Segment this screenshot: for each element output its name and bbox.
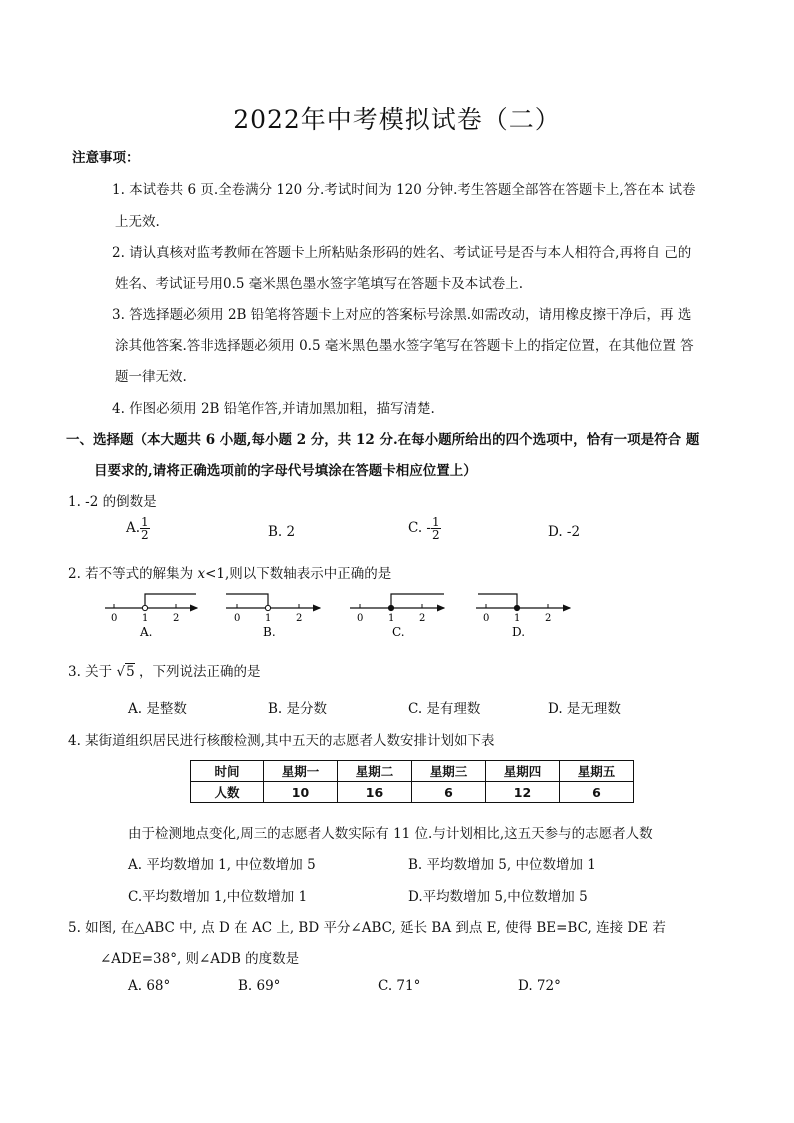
- table-cell: 星期一: [264, 761, 338, 782]
- q3-option-d: D. 是无理数: [548, 701, 621, 717]
- number-line-a: [105, 594, 197, 639]
- q1-option-c: C. - $\frac{1}{2}$: [408, 515, 440, 542]
- page-title: 2022年中考模拟试卷（二）: [233, 105, 561, 134]
- question-3-stem: 3. 关于 √5 ，下列说法正确的是: [68, 664, 261, 680]
- number-line-c: [350, 594, 444, 639]
- q5-option-a: A. 68°: [128, 978, 171, 994]
- table-cell: 时间: [191, 761, 264, 782]
- number-line-d: [476, 594, 570, 639]
- notice-line: 4. 作图必须用 2B 铅笔作答,并请加黑加粗，描写清楚.: [112, 401, 435, 417]
- option-label: A.: [140, 625, 153, 639]
- notice-line: 上无效.: [115, 214, 160, 230]
- volunteer-plan-table: [190, 760, 634, 803]
- q3-option-c: C. 是有理数: [408, 701, 481, 717]
- q4-option-d: D.平均数增加 5,中位数增加 5: [408, 889, 588, 905]
- q1-option-a: A. $\frac{1}{2}$: [126, 515, 149, 542]
- table-cell: 星期二: [338, 761, 412, 782]
- tick-label: 2: [173, 613, 180, 624]
- section-heading-cont: 目要求的,请将正确选项前的字母代号填涂在答题卡相应位置上）: [94, 463, 477, 479]
- tick-label: 2: [545, 613, 552, 624]
- table-cell: 星期四: [486, 761, 560, 782]
- table-cell: 12: [486, 782, 560, 803]
- q4-option-a: A. 平均数增加 1, 中位数增加 5: [128, 857, 316, 873]
- table-cell: 16: [338, 782, 412, 803]
- q5-option-d: D. 72°: [518, 978, 561, 994]
- table-cell: 人数: [191, 782, 264, 803]
- option-label: D.: [512, 625, 526, 639]
- tick-label: 0: [483, 613, 490, 624]
- number-line-b: [226, 594, 320, 639]
- tick-label: 0: [111, 613, 118, 624]
- q1-option-d: D. -2: [548, 524, 581, 540]
- question-4-stem: 4. 某街道组织居民进行核酸检测,其中五天的志愿者人数安排计划如下表: [68, 733, 495, 749]
- tick-label: 1: [265, 613, 272, 624]
- tick-label: 2: [296, 613, 303, 624]
- notice-line: 题一律无效.: [115, 369, 187, 385]
- number-line-options: [100, 588, 580, 640]
- tick-label: 2: [419, 613, 426, 624]
- q3-option-b: B. 是分数: [268, 701, 328, 717]
- tick-label: 0: [234, 613, 241, 624]
- table-row: [191, 761, 634, 782]
- tick-label: 1: [514, 613, 521, 624]
- option-label: B.: [263, 625, 276, 639]
- question-2-stem: 2. 若不等式的解集为 x<1,则以下数轴表示中正确的是: [68, 566, 392, 582]
- q5-option-c: C. 71°: [378, 978, 421, 994]
- notice-line: 1. 本试卷共 6 页.全卷满分 120 分.考试时间为 120 分钟.考生答题全部答在答题卡上,答在本 试卷: [112, 182, 696, 198]
- question-5-stem-cont: ∠ADE=38°, 则∠ADB 的度数是: [100, 951, 300, 967]
- question-1-stem: 1. -2 的倒数是: [68, 494, 157, 510]
- table-cell: 6: [560, 782, 634, 803]
- question-5-stem: 5. 如图, 在△ABC 中, 点 D 在 AC 上, BD 平分∠ABC, 延长 BA 到点 E, 使得 BE=BC, 连接 DE 若: [68, 920, 666, 936]
- notice-line: 3. 答选择题必须用 2B 铅笔将答题卡上对应的答案标号涂黑.如需改动，请用橡皮擦干净后，再 选: [112, 307, 692, 323]
- sqrt-symbol: √5: [116, 664, 135, 680]
- q4-option-b: B. 平均数增加 5, 中位数增加 1: [408, 857, 596, 873]
- tick-label: 0: [357, 613, 364, 624]
- notice-line: 涂其他答案.答非选择题必须用 0.5 毫米黑色墨水签字笔写在答题卡上的指定位置，在其他位置 答: [115, 338, 694, 354]
- option-label: C.: [392, 625, 405, 639]
- table-row: [191, 782, 634, 803]
- tick-label: 1: [388, 613, 395, 624]
- q3-option-a: A. 是整数: [128, 701, 187, 717]
- tick-label: 1: [142, 613, 149, 624]
- q5-option-b: B. 69°: [238, 978, 281, 994]
- q1-option-b: B. 2: [268, 524, 296, 540]
- table-cell: 10: [264, 782, 338, 803]
- notice-line: 2. 请认真核对监考教师在答题卡上所粘贴条形码的姓名、考试证号是否与本人相符合,再将自 己的: [112, 245, 692, 261]
- section-heading: 一、选择题（本大题共 6 小题,每小题 2 分，共 12 分.在每小题所给出的四个选项中，恰有一项是符合 题: [66, 432, 700, 448]
- q4-text: 由于检测地点变化,周三的志愿者人数实际有 11 位.与计划相比,这五天参与的志愿者人数: [128, 826, 653, 842]
- table-cell: 星期三: [412, 761, 486, 782]
- notice-heading: 注意事项：: [72, 150, 140, 166]
- table-cell: 6: [412, 782, 486, 803]
- notice-line: 姓名、考试证号用0.5 毫米黑色墨水签字笔填写在答题卡及本试卷上.: [115, 276, 524, 292]
- table-cell: 星期五: [560, 761, 634, 782]
- q4-option-c: C.平均数增加 1,中位数增加 1: [128, 889, 308, 905]
